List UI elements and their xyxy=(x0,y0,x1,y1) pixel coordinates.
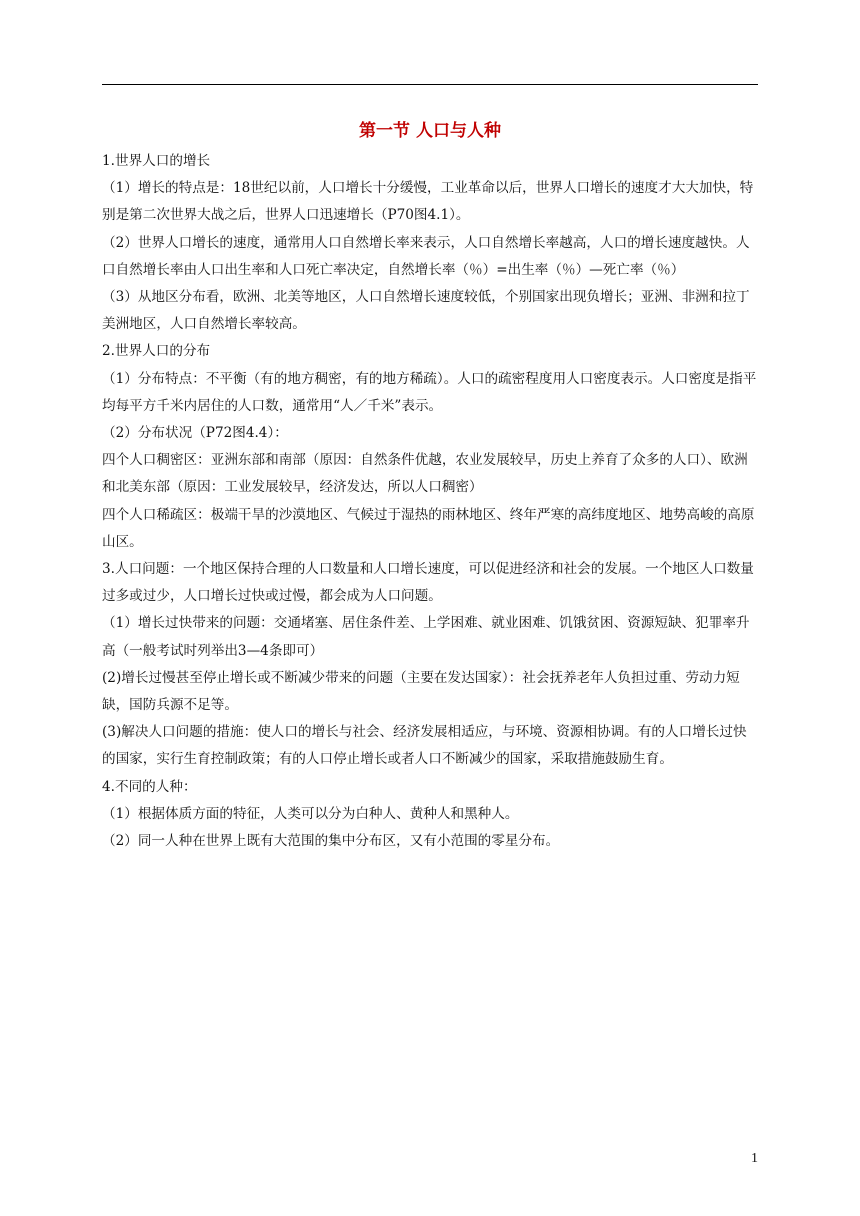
paragraph: (3)解决人口问题的措施：使人口的增长与社会、经济发展相适应，与环境、资源相协调。有的人口增长过快的国家，实行生育控制政策；有的人口停止增长或者人口不断减少的国家，采取措施鼓励生育。 xyxy=(102,724,747,768)
paragraph: （2）世界人口增长的速度，通常用人口自然增长率来表示，人口自然增长率越高，人口的增长速度越快。人口自然增长率由人口出生率和人口死亡率决定，自然增长率（％）=出生率（％）—死亡率（％） xyxy=(102,234,750,278)
paragraph: 四个人口稀疏区：极端干旱的沙漠地区、气候过于湿热的雨林地区、终年严寒的高纬度地区、地势高峻的高原山区。 xyxy=(102,506,755,550)
paragraph: （2）分布状况（P72图4.4）： xyxy=(102,425,288,442)
paragraph: （3）从地区分布看，欧洲、北美等地区，人口自然增长速度较低，个别国家出现负增长；亚洲、非洲和拉丁美洲地区，人口自然增长率较高。 xyxy=(102,289,750,333)
document-body xyxy=(102,148,758,855)
paragraph: （2）同一人种在世界上既有大范围的集中分布区，又有小范围的零星分布。 xyxy=(102,833,560,850)
paragraph: (2)增长过慢甚至停止增长或不断减少带来的问题（主要在发达国家）：社会抚养老年人负担过重、劳动力短缺，国防兵源不足等。 xyxy=(102,669,740,714)
paragraph: （1）根据体质方面的特征，人类可以分为白种人、黄种人和黑种人。 xyxy=(102,805,519,822)
page-number: 1 xyxy=(751,1151,758,1166)
page-title: 第一节 人口与人种 xyxy=(359,121,501,141)
paragraph: 四个人口稠密区：亚洲东部和南部（原因：自然条件优越，农业发展较早，历史上养育了众多的人口）、欧洲和北美东部（原因：工业发展较早，经济发达，所以人口稠密） xyxy=(102,452,748,496)
section-heading-4: 4.不同的人种： xyxy=(102,778,197,795)
paragraph: （1）分布特点：不平衡（有的地方稠密，有的地方稀疏）。人口的疏密程度用人口密度表示。人口密度是指平均每平方千米内居住的人口数，通常用“人／千米”表示。 xyxy=(102,370,757,414)
section-heading-1: 1.世界人口的增长 xyxy=(102,153,211,169)
paragraph: （1）增长过快带来的问题：交通堵塞、居住条件差、上学困难、就业困难、饥饿贫困、资源短缺、犯罪率升高（一般考试时列举出3—4条即可） xyxy=(102,615,750,659)
section-heading-2: 2.世界人口的分布 xyxy=(102,343,211,360)
header-rule xyxy=(102,84,758,85)
paragraph: （1）增长的特点是：18世纪以前，人口增长十分缓慢，工业革命以后，世界人口增长的速度才大大加快，特别是第二次世界大战之后，世界人口迅速增长（P70图4.1）。 xyxy=(102,180,754,224)
section-heading-3: 3.人口问题：一个地区保持合理的人口数量和人口增长速度，可以促进经济和社会的发展。一个地区人口数量过多或过少，人口增长过快或过慢，都会成为人口问题。 xyxy=(102,561,754,605)
